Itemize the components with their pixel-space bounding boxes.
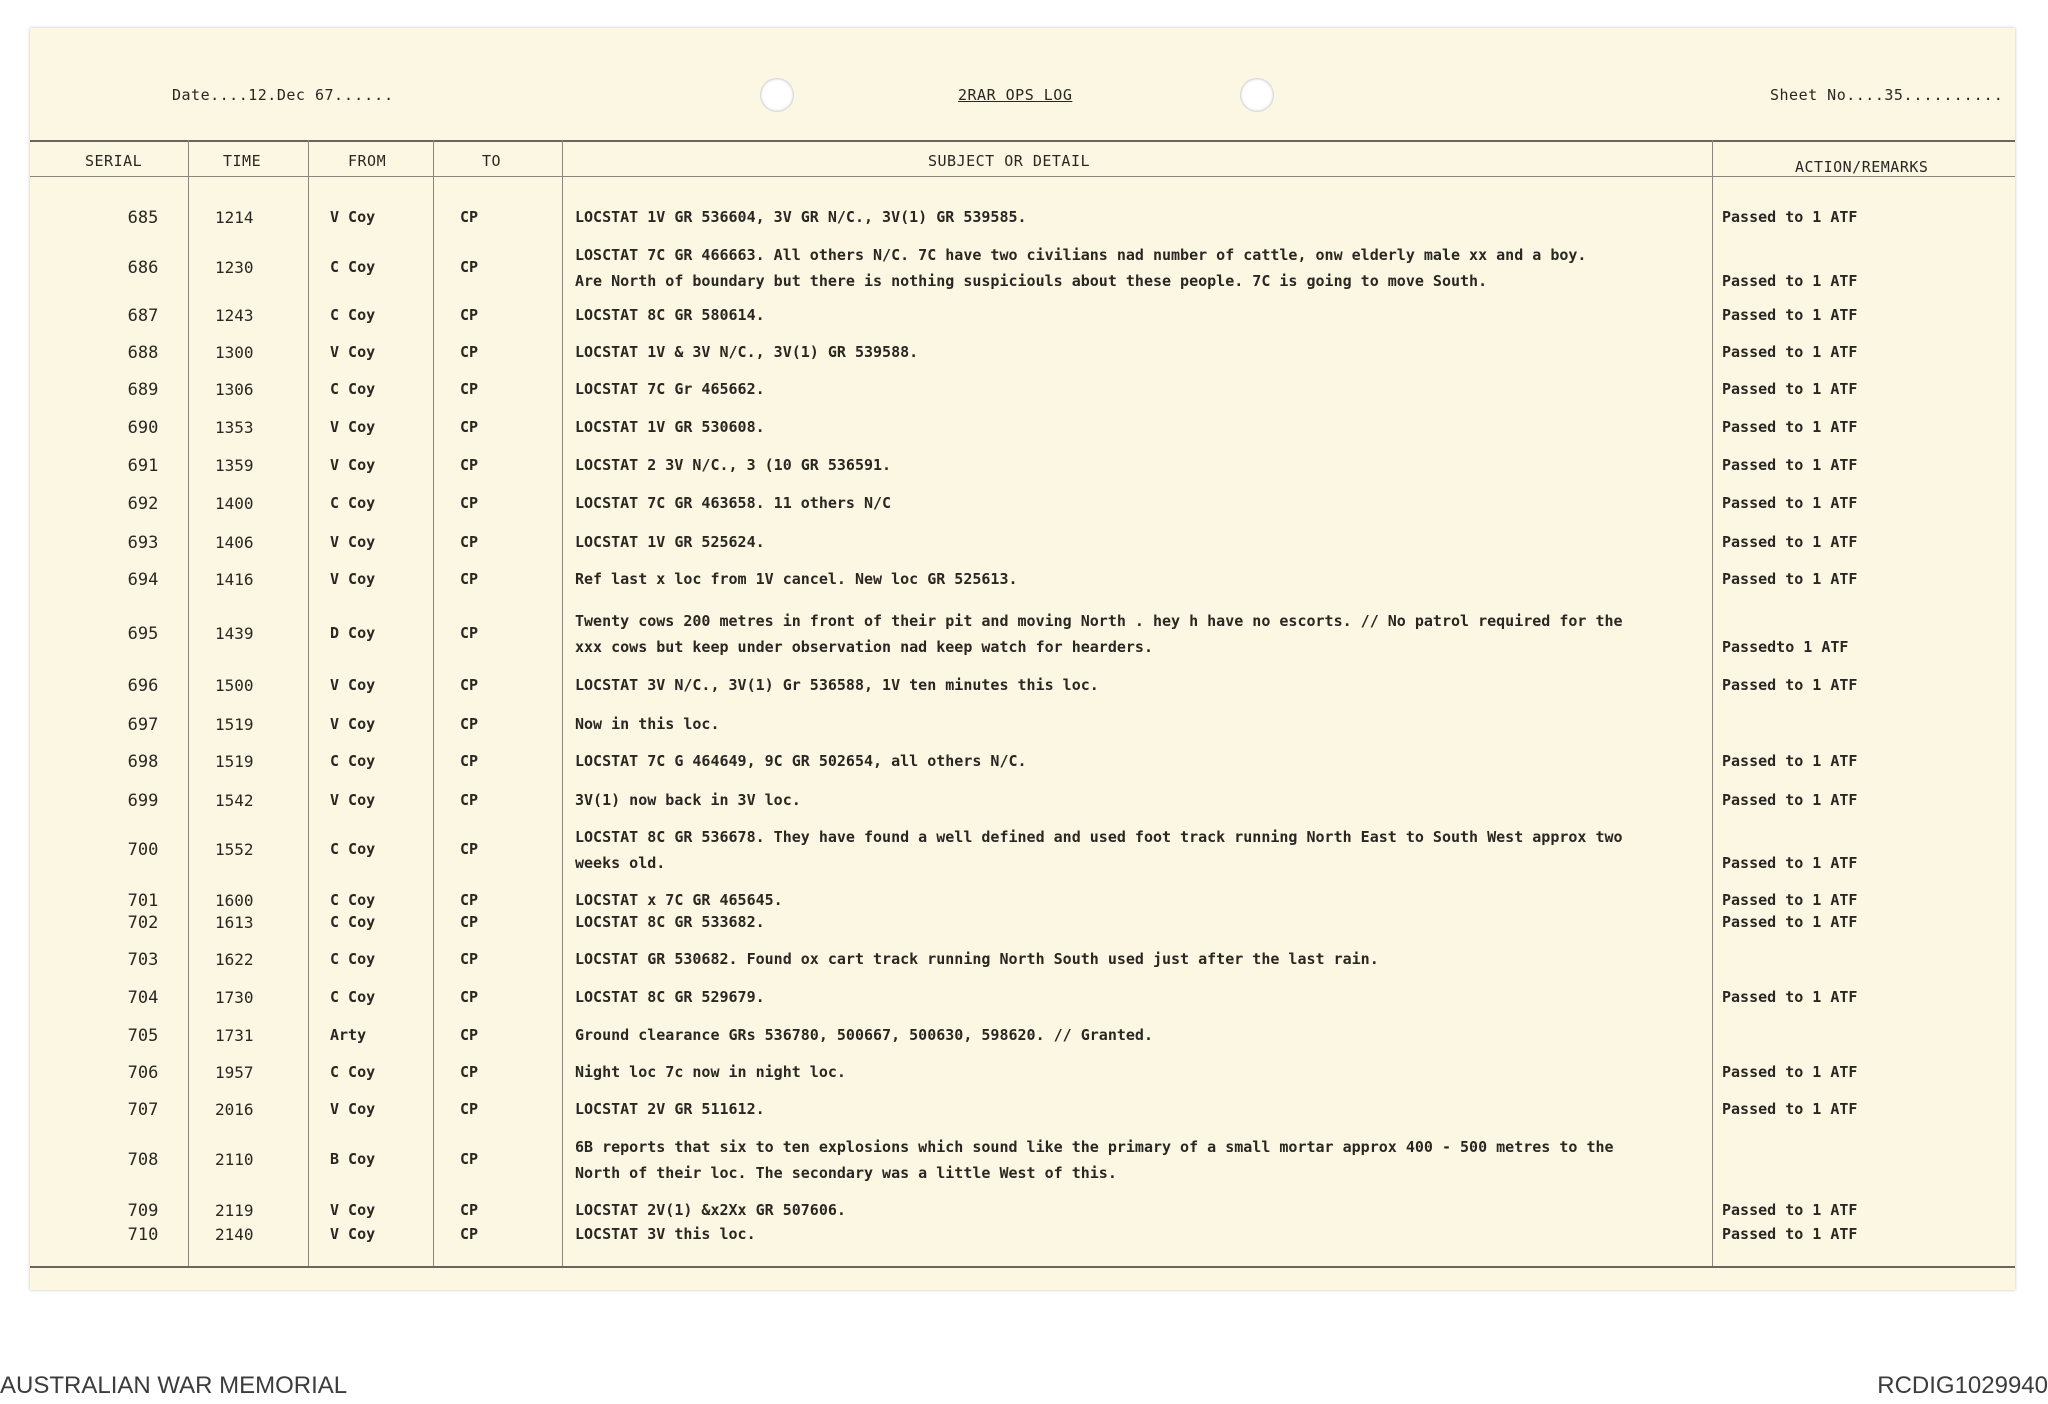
table-bottom-rule: [30, 1266, 2015, 1268]
entry-detail-line: 6B reports that six to ten explosions which sound like the primary of a small mortar approx 400 - 500 metres to the: [575, 1138, 1614, 1156]
entry-detail-line: Now in this loc.: [575, 715, 720, 733]
date-trail: ......: [334, 86, 395, 104]
entry-detail-line: LOCSTAT 2 3V N/C., 3 (10 GR 536591.: [575, 456, 892, 474]
entry-serial: 695: [127, 624, 159, 644]
entry-serial: 704: [127, 988, 159, 1008]
entry-time: 1400: [215, 494, 254, 513]
entry-detail-line: LOCSTAT x 7C GR 465645.: [575, 891, 783, 909]
entry-action: Passed to 1 ATF: [1722, 676, 1858, 694]
entry-detail-line: Night loc 7c now in night loc.: [575, 1063, 846, 1081]
entry-time: 1353: [215, 418, 254, 437]
entry-from: V Coy: [330, 676, 376, 694]
entry-serial: 686: [127, 258, 159, 278]
entry-time: 1416: [215, 570, 254, 589]
entry-action: Passed to 1 ATF: [1722, 306, 1858, 324]
entry-serial: 697: [127, 715, 159, 735]
table-header-rule: [30, 176, 2015, 177]
entry-serial: 698: [127, 752, 159, 772]
entry-from: V Coy: [330, 418, 376, 436]
entry-to: CP: [460, 380, 479, 398]
entry-detail-line: LOSCTAT 7C GR 466663. All others N/C. 7C have two civilians nad number of cattle, onw elderly male xx and a boy.: [575, 246, 1587, 264]
entry-to: CP: [460, 533, 479, 551]
entry-from: C Coy: [330, 913, 376, 931]
entry-action: Passedto 1 ATF: [1722, 638, 1849, 656]
entry-time: 1300: [215, 343, 254, 362]
entry-to: CP: [460, 1225, 479, 1243]
entry-time: 1519: [215, 715, 254, 734]
entry-from: C Coy: [330, 1063, 376, 1081]
entry-from: B Coy: [330, 1150, 376, 1168]
date-label: Date....: [172, 86, 249, 104]
entry-serial: 687: [127, 306, 159, 326]
entry-action: Passed to 1 ATF: [1722, 891, 1858, 909]
entry-action: Passed to 1 ATF: [1722, 1063, 1858, 1081]
entry-from: C Coy: [330, 988, 376, 1006]
entry-time: 1542: [215, 791, 254, 810]
entry-from: C Coy: [330, 840, 376, 858]
sheet-number-field: [1770, 86, 2004, 104]
entry-serial: 707: [127, 1100, 159, 1120]
entry-time: 1552: [215, 840, 254, 859]
entry-from: V Coy: [330, 456, 376, 474]
column-header-time: TIME: [223, 152, 262, 170]
entry-time: 1519: [215, 752, 254, 771]
entry-from: C Coy: [330, 306, 376, 324]
entry-time: 2016: [215, 1100, 254, 1119]
punch-hole-left: [760, 78, 794, 112]
entry-from: C Coy: [330, 258, 376, 276]
entry-to: CP: [460, 258, 479, 276]
entry-action: Passed to 1 ATF: [1722, 533, 1858, 551]
entry-time: 1214: [215, 208, 254, 227]
entry-from: C Coy: [330, 950, 376, 968]
entry-serial: 693: [127, 533, 159, 553]
entry-serial: 702: [127, 913, 159, 933]
entry-action: Passed to 1 ATF: [1722, 854, 1858, 872]
entry-from: V Coy: [330, 1201, 376, 1219]
entry-to: CP: [460, 715, 479, 733]
entry-detail-line: Ground clearance GRs 536780, 500667, 500630, 598620. // Granted.: [575, 1026, 1153, 1044]
entry-to: CP: [460, 570, 479, 588]
entry-from: C Coy: [330, 752, 376, 770]
entry-detail-line: LOCSTAT 3V N/C., 3V(1) Gr 536588, 1V ten minutes this loc.: [575, 676, 1099, 694]
entry-to: CP: [460, 840, 479, 858]
column-divider: [433, 140, 434, 1266]
entry-detail-line: LOCSTAT 8C GR 536678. They have found a well defined and used foot track running North East to South West approx two: [575, 828, 1623, 846]
entry-serial: 690: [127, 418, 159, 438]
entry-to: CP: [460, 306, 479, 324]
column-divider: [1712, 140, 1713, 1266]
entry-action: Passed to 1 ATF: [1722, 570, 1858, 588]
entry-to: CP: [460, 913, 479, 931]
entry-action: Passed to 1 ATF: [1722, 343, 1858, 361]
entry-from: Arty: [330, 1026, 367, 1044]
column-divider: [562, 140, 563, 1266]
entry-detail-line: LOCSTAT 8C GR 580614.: [575, 306, 765, 324]
entry-serial: 708: [127, 1150, 159, 1170]
entry-from: V Coy: [330, 533, 376, 551]
entry-to: CP: [460, 418, 479, 436]
entry-from: V Coy: [330, 1100, 376, 1118]
entry-to: CP: [460, 791, 479, 809]
entry-time: 1613: [215, 913, 254, 932]
column-header-action: ACTION/REMARKS: [1795, 158, 1929, 176]
entry-action: Passed to 1 ATF: [1722, 380, 1858, 398]
entry-serial: 709: [127, 1201, 159, 1221]
entry-detail-line: weeks old.: [575, 854, 666, 872]
entry-to: CP: [460, 494, 479, 512]
entry-to: CP: [460, 1063, 479, 1081]
entry-serial: 689: [127, 380, 159, 400]
entry-action: Passed to 1 ATF: [1722, 1225, 1858, 1243]
entry-serial: 685: [127, 208, 159, 228]
entry-detail-line: LOCSTAT 3V this loc.: [575, 1225, 756, 1243]
entry-detail-line: LOCSTAT 2V GR 511612.: [575, 1100, 765, 1118]
entry-serial: 703: [127, 950, 159, 970]
entry-to: CP: [460, 1100, 479, 1118]
entry-time: 1957: [215, 1063, 254, 1082]
sheet-value: 35: [1884, 86, 1904, 104]
entry-to: CP: [460, 752, 479, 770]
entry-action: Passed to 1 ATF: [1722, 913, 1858, 931]
entry-to: CP: [460, 1201, 479, 1219]
entry-serial: 710: [127, 1225, 159, 1245]
entry-to: CP: [460, 1150, 479, 1168]
entry-detail-line: LOCSTAT 2V(1) &x2Xx GR 507606.: [575, 1201, 846, 1219]
entry-from: V Coy: [330, 1225, 376, 1243]
entry-action: Passed to 1 ATF: [1722, 272, 1858, 290]
date-field: [172, 86, 394, 104]
entry-serial: 696: [127, 676, 159, 696]
entry-detail-line: LOCSTAT 7C G 464649, 9C GR 502654, all others N/C.: [575, 752, 1027, 770]
entry-to: CP: [460, 950, 479, 968]
entry-detail-line: LOCSTAT 7C Gr 465662.: [575, 380, 765, 398]
entry-to: CP: [460, 891, 479, 909]
entry-detail-line: xxx cows but keep under observation nad keep watch for hearders.: [575, 638, 1153, 656]
entry-action: Passed to 1 ATF: [1722, 1100, 1858, 1118]
archive-credit: AUSTRALIAN WAR MEMORIAL: [0, 1372, 348, 1399]
entry-detail-line: LOCSTAT 1V GR 525624.: [575, 533, 765, 551]
log-sheet: [30, 28, 2015, 1290]
entry-action: Passed to 1 ATF: [1722, 456, 1858, 474]
entry-time: 1731: [215, 1026, 254, 1045]
entry-action: Passed to 1 ATF: [1722, 494, 1858, 512]
column-header-to: TO: [482, 152, 502, 170]
entry-detail-line: LOCSTAT GR 530682. Found ox cart track running North South used just after the last rain.: [575, 950, 1379, 968]
entry-serial: 701: [127, 891, 159, 911]
log-title: 2RAR OPS LOG: [958, 86, 1073, 104]
entry-action: Passed to 1 ATF: [1722, 208, 1858, 226]
entry-time: 2110: [215, 1150, 254, 1169]
entry-to: CP: [460, 456, 479, 474]
entry-to: CP: [460, 988, 479, 1006]
entry-to: CP: [460, 624, 479, 642]
entry-time: 1439: [215, 624, 254, 643]
entry-time: 1500: [215, 676, 254, 695]
entry-time: 1306: [215, 380, 254, 399]
entry-time: 1243: [215, 306, 254, 325]
entry-from: C Coy: [330, 494, 376, 512]
entry-serial: 692: [127, 494, 159, 514]
entry-time: 1730: [215, 988, 254, 1007]
entry-time: 1406: [215, 533, 254, 552]
entry-action: Passed to 1 ATF: [1722, 1201, 1858, 1219]
column-header-from: FROM: [348, 152, 387, 170]
entry-detail-line: LOCSTAT 1V GR 536604, 3V GR N/C., 3V(1) GR 539585.: [575, 208, 1027, 226]
entry-time: 1359: [215, 456, 254, 475]
entry-detail-line: LOCSTAT 8C GR 529679.: [575, 988, 765, 1006]
entry-time: 2140: [215, 1225, 254, 1244]
entry-from: V Coy: [330, 715, 376, 733]
entry-detail-line: LOCSTAT 7C GR 463658. 11 others N/C: [575, 494, 892, 512]
column-header-detail: SUBJECT OR DETAIL: [928, 152, 1091, 170]
entry-to: CP: [460, 676, 479, 694]
entry-serial: 688: [127, 343, 159, 363]
entry-from: V Coy: [330, 208, 376, 226]
entry-detail-line: LOCSTAT 1V & 3V N/C., 3V(1) GR 539588.: [575, 343, 919, 361]
entry-detail-line: North of their loc. The secondary was a little West of this.: [575, 1164, 1117, 1182]
column-divider: [308, 140, 309, 1266]
entry-detail-line: Are North of boundary but there is nothing suspiciouls about these people. 7C is going to move South.: [575, 272, 1488, 290]
entry-serial: 700: [127, 840, 159, 860]
entry-time: 1230: [215, 258, 254, 277]
column-header-serial: SERIAL: [85, 152, 143, 170]
entry-detail-line: LOCSTAT 1V GR 530608.: [575, 418, 765, 436]
entry-action: Passed to 1 ATF: [1722, 988, 1858, 1006]
entry-from: V Coy: [330, 791, 376, 809]
entry-serial: 699: [127, 791, 159, 811]
entry-from: C Coy: [330, 380, 376, 398]
entry-from: C Coy: [330, 891, 376, 909]
date-value: 12.Dec 67: [248, 86, 335, 104]
column-divider: [188, 140, 189, 1266]
entry-from: V Coy: [330, 343, 376, 361]
sheet-trail: ..........: [1903, 86, 2004, 104]
entry-serial: 691: [127, 456, 159, 476]
entry-detail-line: LOCSTAT 8C GR 533682.: [575, 913, 765, 931]
entry-action: Passed to 1 ATF: [1722, 791, 1858, 809]
entry-action: Passed to 1 ATF: [1722, 418, 1858, 436]
entry-to: CP: [460, 208, 479, 226]
entry-from: V Coy: [330, 570, 376, 588]
entry-serial: 694: [127, 570, 159, 590]
entry-time: 1600: [215, 891, 254, 910]
entry-serial: 706: [127, 1063, 159, 1083]
entry-action: Passed to 1 ATF: [1722, 752, 1858, 770]
punch-hole-right: [1240, 78, 1274, 112]
sheet-label: Sheet No....: [1770, 86, 1885, 104]
entry-from: D Coy: [330, 624, 376, 642]
entry-detail-line: Ref last x loc from 1V cancel. New loc GR 525613.: [575, 570, 1018, 588]
entry-to: CP: [460, 343, 479, 361]
archive-reference: RCDIG1029940: [1877, 1372, 2048, 1399]
entry-to: CP: [460, 1026, 479, 1044]
entry-serial: 705: [127, 1026, 159, 1046]
entry-time: 1622: [215, 950, 254, 969]
entry-detail-line: Twenty cows 200 metres in front of their pit and moving North . hey h have no escorts. // No patrol required for the: [575, 612, 1623, 630]
entry-detail-line: 3V(1) now back in 3V loc.: [575, 791, 801, 809]
entry-time: 2119: [215, 1201, 254, 1220]
table-top-rule: [30, 140, 2015, 142]
